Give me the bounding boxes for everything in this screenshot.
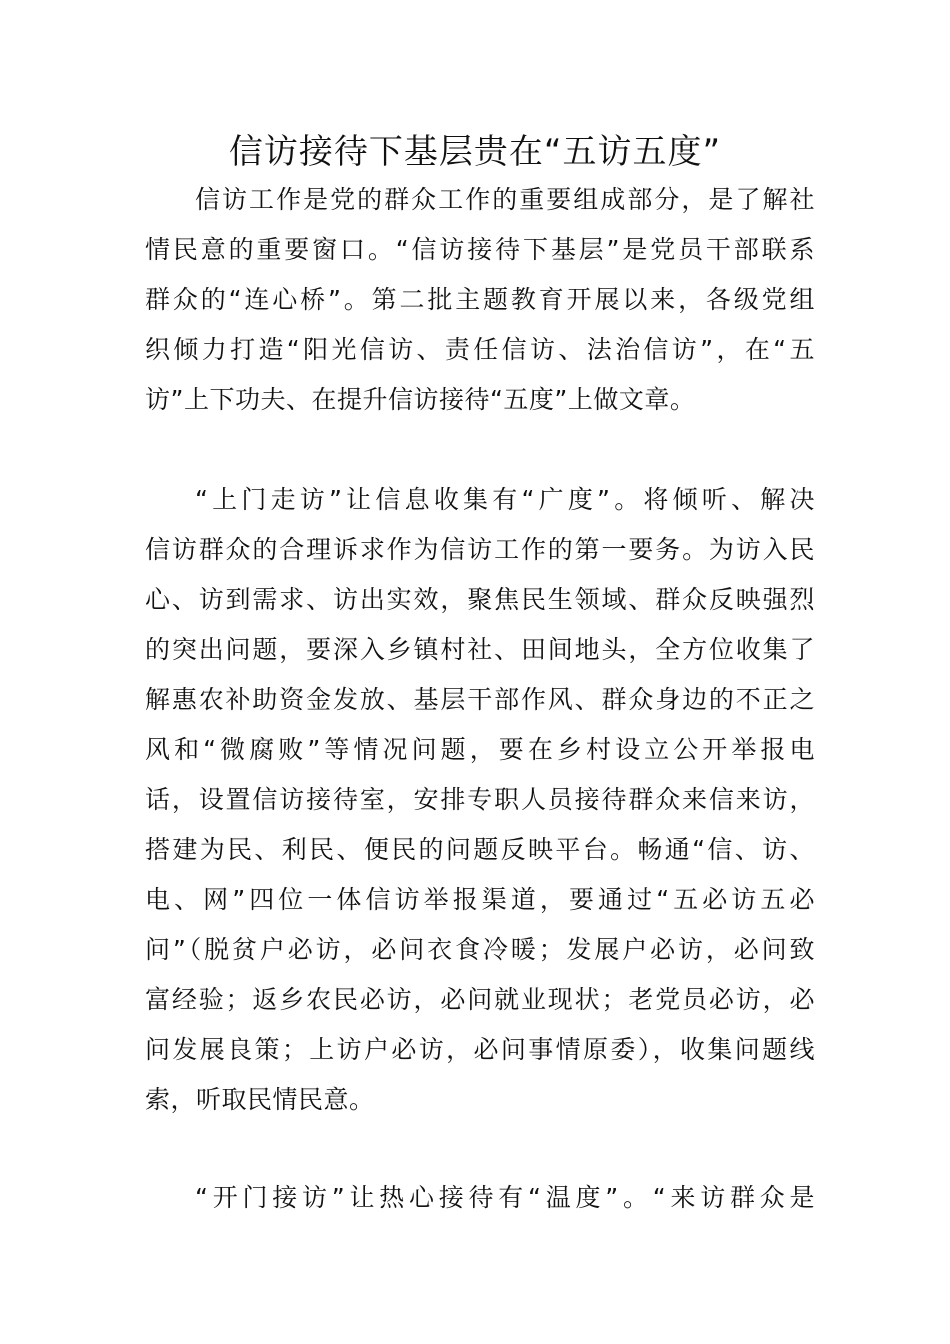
paragraph-line: 索，听取民情民意。	[145, 1085, 375, 1114]
paragraph-line: 搭建为民、利民、便民的问题反映平台。畅通“信、访、	[145, 835, 815, 864]
paragraph-line: “开门接访”让热心接待有“温度”。“来访群众是	[195, 1183, 815, 1212]
paragraph-line: 织倾力打造“阳光信访、责任信访、法治信访”，在“五	[145, 335, 815, 364]
paragraph-line: 富经验；返乡农民必访，必问就业现状；老党员必访，必	[145, 985, 815, 1014]
paragraph-visit	[145, 475, 815, 1125]
paragraph-line: 电、网”四位一体信访举报渠道，要通过“五必访五必	[145, 885, 815, 914]
paragraph-line: 的突出问题，要深入乡镇村社、田间地头，全方位收集了	[145, 635, 815, 664]
paragraph-line: “上门走访”让信息收集有“广度”。将倾听、解决	[195, 485, 815, 514]
paragraph-reception	[145, 1173, 815, 1223]
paragraph-line: 信访群众的合理诉求作为信访工作的第一要务。为访入民	[145, 535, 815, 564]
paragraph-line: 情民意的重要窗口。“信访接待下基层”是党员干部联系	[145, 235, 815, 264]
paragraph-line: 群众的“连心桥”。第二批主题教育开展以来，各级党组	[145, 285, 815, 314]
paragraph-line: 访”上下功夫、在提升信访接待“五度”上做文章。	[145, 385, 696, 414]
paragraph-line: 话，设置信访接待室，安排专职人员接待群众来信来访，	[145, 785, 815, 814]
paragraph-line: 风和“微腐败”等情况问题，要在乡村设立公开举报电	[145, 735, 815, 764]
paragraph-intro	[145, 175, 815, 425]
paragraph-line: 心、访到需求、访出实效，聚焦民生领域、群众反映强烈	[145, 585, 815, 614]
document-title: 信访接待下基层贵在“五访五度”	[228, 132, 722, 172]
paragraph-line: 问”（脱贫户必访，必问衣食冷暖；发展户必访，必问致	[145, 935, 815, 964]
paragraph-line: 问发展良策；上访户必访，必问事情原委），收集问题线	[145, 1035, 815, 1064]
paragraph-line: 信访工作是党的群众工作的重要组成部分，是了解社	[195, 185, 815, 214]
paragraph-line: 解惠农补助资金发放、基层干部作风、群众身边的不正之	[145, 685, 815, 714]
